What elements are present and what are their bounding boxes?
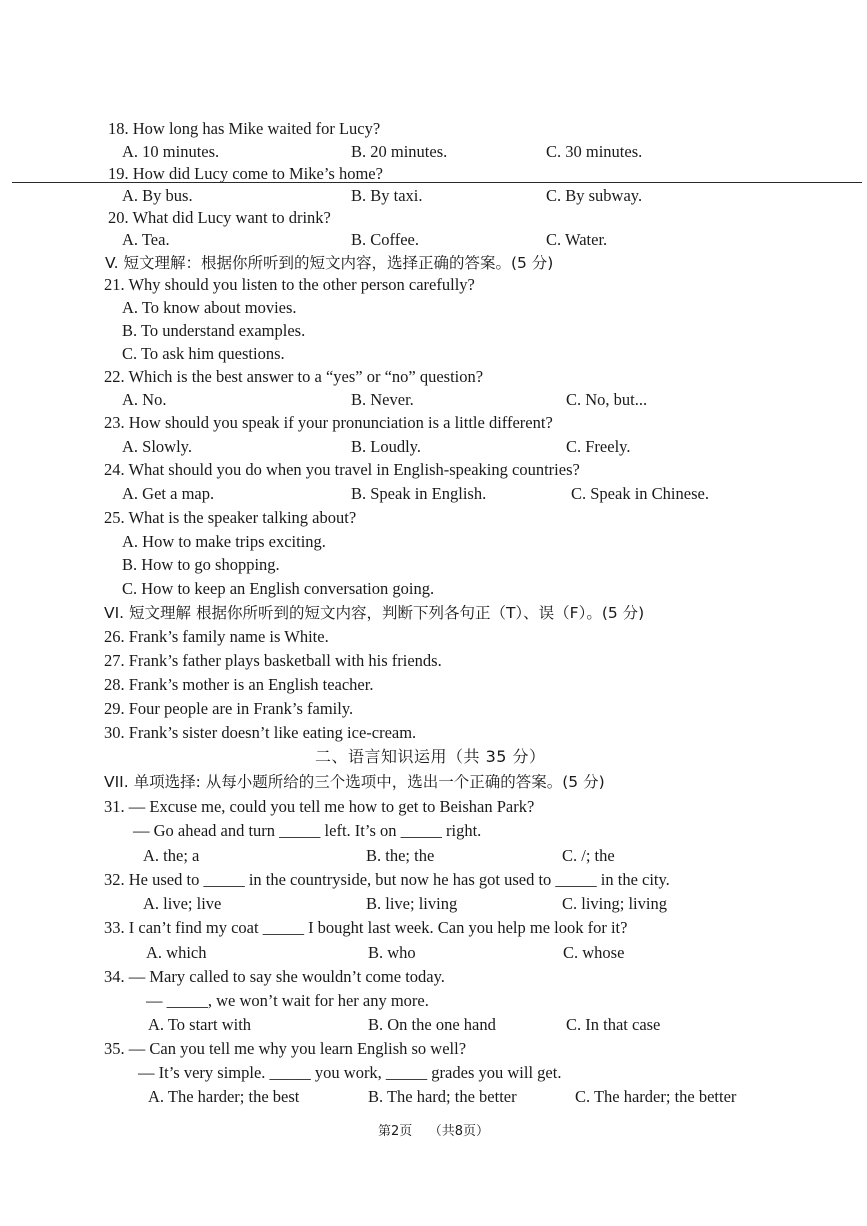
question-32 (104, 870, 670, 890)
question-number: 34. (104, 967, 125, 986)
question-number: 20. (108, 208, 129, 227)
option-a: A. The harder; the best (148, 1087, 300, 1106)
page-total: （共8页） (428, 1124, 490, 1139)
option-c: C. 30 minutes. (546, 142, 643, 161)
option-c: C. whose (563, 943, 625, 962)
question-text: He used to _____ in the countryside, but now he has got used to _____ in the city. (128, 870, 670, 889)
question-20 (108, 208, 331, 228)
option-c: C. Freely. (566, 437, 631, 456)
statement-27 (104, 651, 442, 671)
question-text: What should you do when you travel in English-speaking countries? (128, 460, 580, 479)
option-b: B. How to go shopping. (122, 555, 280, 574)
option-c: C. By subway. (546, 186, 643, 205)
question-34 (104, 967, 445, 987)
option-c: C. /; the (562, 846, 615, 865)
option-b: B. 20 minutes. (351, 142, 448, 161)
question-text: — Mary called to say she wouldn’t come today. (128, 967, 445, 986)
option-a: A. Tea. (122, 230, 170, 249)
question-31 (104, 797, 534, 817)
option-a: A. No. (122, 390, 167, 409)
option-c: C. How to keep an English conversation going. (122, 579, 435, 598)
question-34-reply: — _____, we won’t wait for her any more. (146, 991, 429, 1010)
section-7-title: VII. 单项选择: 从每小题所给的三个选项中，选出一个正确的答案。(5 分) (104, 773, 605, 791)
statement-number: 27. (104, 651, 125, 670)
option-a: A. Slowly. (122, 437, 192, 456)
statement-28 (104, 675, 373, 695)
page-number: 第2页 (377, 1124, 413, 1139)
question-text: Why should you listen to the other person carefully? (128, 275, 475, 294)
question-19 (108, 164, 383, 184)
statement-text: Frank’s mother is an English teacher. (128, 675, 374, 694)
question-text: What is the speaker talking about? (128, 508, 357, 527)
question-25 (104, 508, 356, 528)
question-22 (104, 367, 483, 387)
option-c: C. No, but... (566, 390, 648, 409)
question-31-reply: — Go ahead and turn _____ left. It’s on _____ right. (133, 821, 482, 840)
statement-text: Frank’s family name is White. (128, 627, 329, 646)
option-a: A. which (146, 943, 207, 962)
section-6-title: VI. 短文理解 根据你所听到的短文内容，判断下列各句正（T）、误（F）。(5 分) (104, 604, 645, 622)
question-number: 21. (104, 275, 125, 294)
option-c: C. The harder; the better (575, 1087, 737, 1106)
section-5-title: V. 短文理解：根据你所听到的短文内容，选择正确的答案。(5 分) (105, 254, 554, 272)
question-21 (104, 275, 475, 295)
question-number: 33. (104, 918, 125, 937)
statement-number: 26. (104, 627, 125, 646)
option-c: C. In that case (566, 1015, 661, 1034)
question-text: Which is the best answer to a “yes” or “no” question? (128, 367, 484, 386)
statement-number: 28. (104, 675, 125, 694)
statement-number: 30. (104, 723, 125, 742)
statement-26 (104, 627, 329, 647)
question-text: How long has Mike waited for Lucy? (132, 119, 381, 138)
option-b: B. Speak in English. (351, 484, 487, 503)
option-c: C. Speak in Chinese. (571, 484, 709, 503)
question-text: How did Lucy come to Mike’s home? (132, 164, 383, 183)
option-a: A. 10 minutes. (122, 142, 220, 161)
question-number: 18. (108, 119, 129, 138)
question-text: What did Lucy want to drink? (132, 208, 331, 227)
option-a: A. live; live (143, 894, 222, 913)
option-a: A. Get a map. (122, 484, 215, 503)
option-c: C. Water. (546, 230, 608, 249)
part-2-title: 二、语言知识运用（共 35 分） (315, 747, 546, 766)
question-number: 31. (104, 797, 125, 816)
option-b: B. live; living (366, 894, 458, 913)
statement-text: Frank’s sister doesn’t like eating ice-cream. (128, 723, 417, 742)
option-a: A. How to make trips exciting. (122, 532, 326, 551)
option-b: B. The hard; the better (368, 1087, 517, 1106)
question-23 (104, 413, 553, 433)
statement-text: Four people are in Frank’s family. (128, 699, 354, 718)
option-b: B. On the one hand (368, 1015, 496, 1034)
question-number: 25. (104, 508, 125, 527)
statement-29 (104, 699, 353, 719)
option-c: C. living; living (562, 894, 667, 913)
page-footer (0, 1120, 867, 1139)
question-35-reply: — It’s very simple. _____ you work, _____ grades you will get. (138, 1063, 562, 1082)
question-number: 22. (104, 367, 125, 386)
option-a: A. To know about movies. (122, 298, 297, 317)
question-text: — Can you tell me why you learn English so well? (128, 1039, 467, 1058)
question-18 (108, 119, 380, 139)
option-b: B. Never. (351, 390, 414, 409)
question-number: 23. (104, 413, 125, 432)
question-number: 35. (104, 1039, 125, 1058)
question-number: 19. (108, 164, 129, 183)
option-a: A. the; a (143, 846, 200, 865)
question-33 (104, 918, 627, 938)
statement-number: 29. (104, 699, 125, 718)
question-35 (104, 1039, 466, 1059)
option-b: B. Coffee. (351, 230, 419, 249)
option-b: B. the; the (366, 846, 435, 865)
statement-text: Frank’s father plays basketball with his friends. (128, 651, 442, 670)
option-c: C. To ask him questions. (122, 344, 285, 363)
option-b: B. Loudly. (351, 437, 421, 456)
question-24 (104, 460, 580, 480)
question-text: I can’t find my coat _____ I bought last week. Can you help me look for it? (128, 918, 628, 937)
option-b: B. who (368, 943, 416, 962)
option-a: A. By bus. (122, 186, 193, 205)
section-divider-line (12, 182, 862, 183)
question-text: How should you speak if your pronunciation is a little different? (128, 413, 553, 432)
question-text: — Excuse me, could you tell me how to get to Beishan Park? (128, 797, 535, 816)
option-a: A. To start with (148, 1015, 252, 1034)
question-number: 32. (104, 870, 125, 889)
question-number: 24. (104, 460, 125, 479)
option-b: B. To understand examples. (122, 321, 306, 340)
option-b: B. By taxi. (351, 186, 423, 205)
statement-30 (104, 723, 416, 743)
